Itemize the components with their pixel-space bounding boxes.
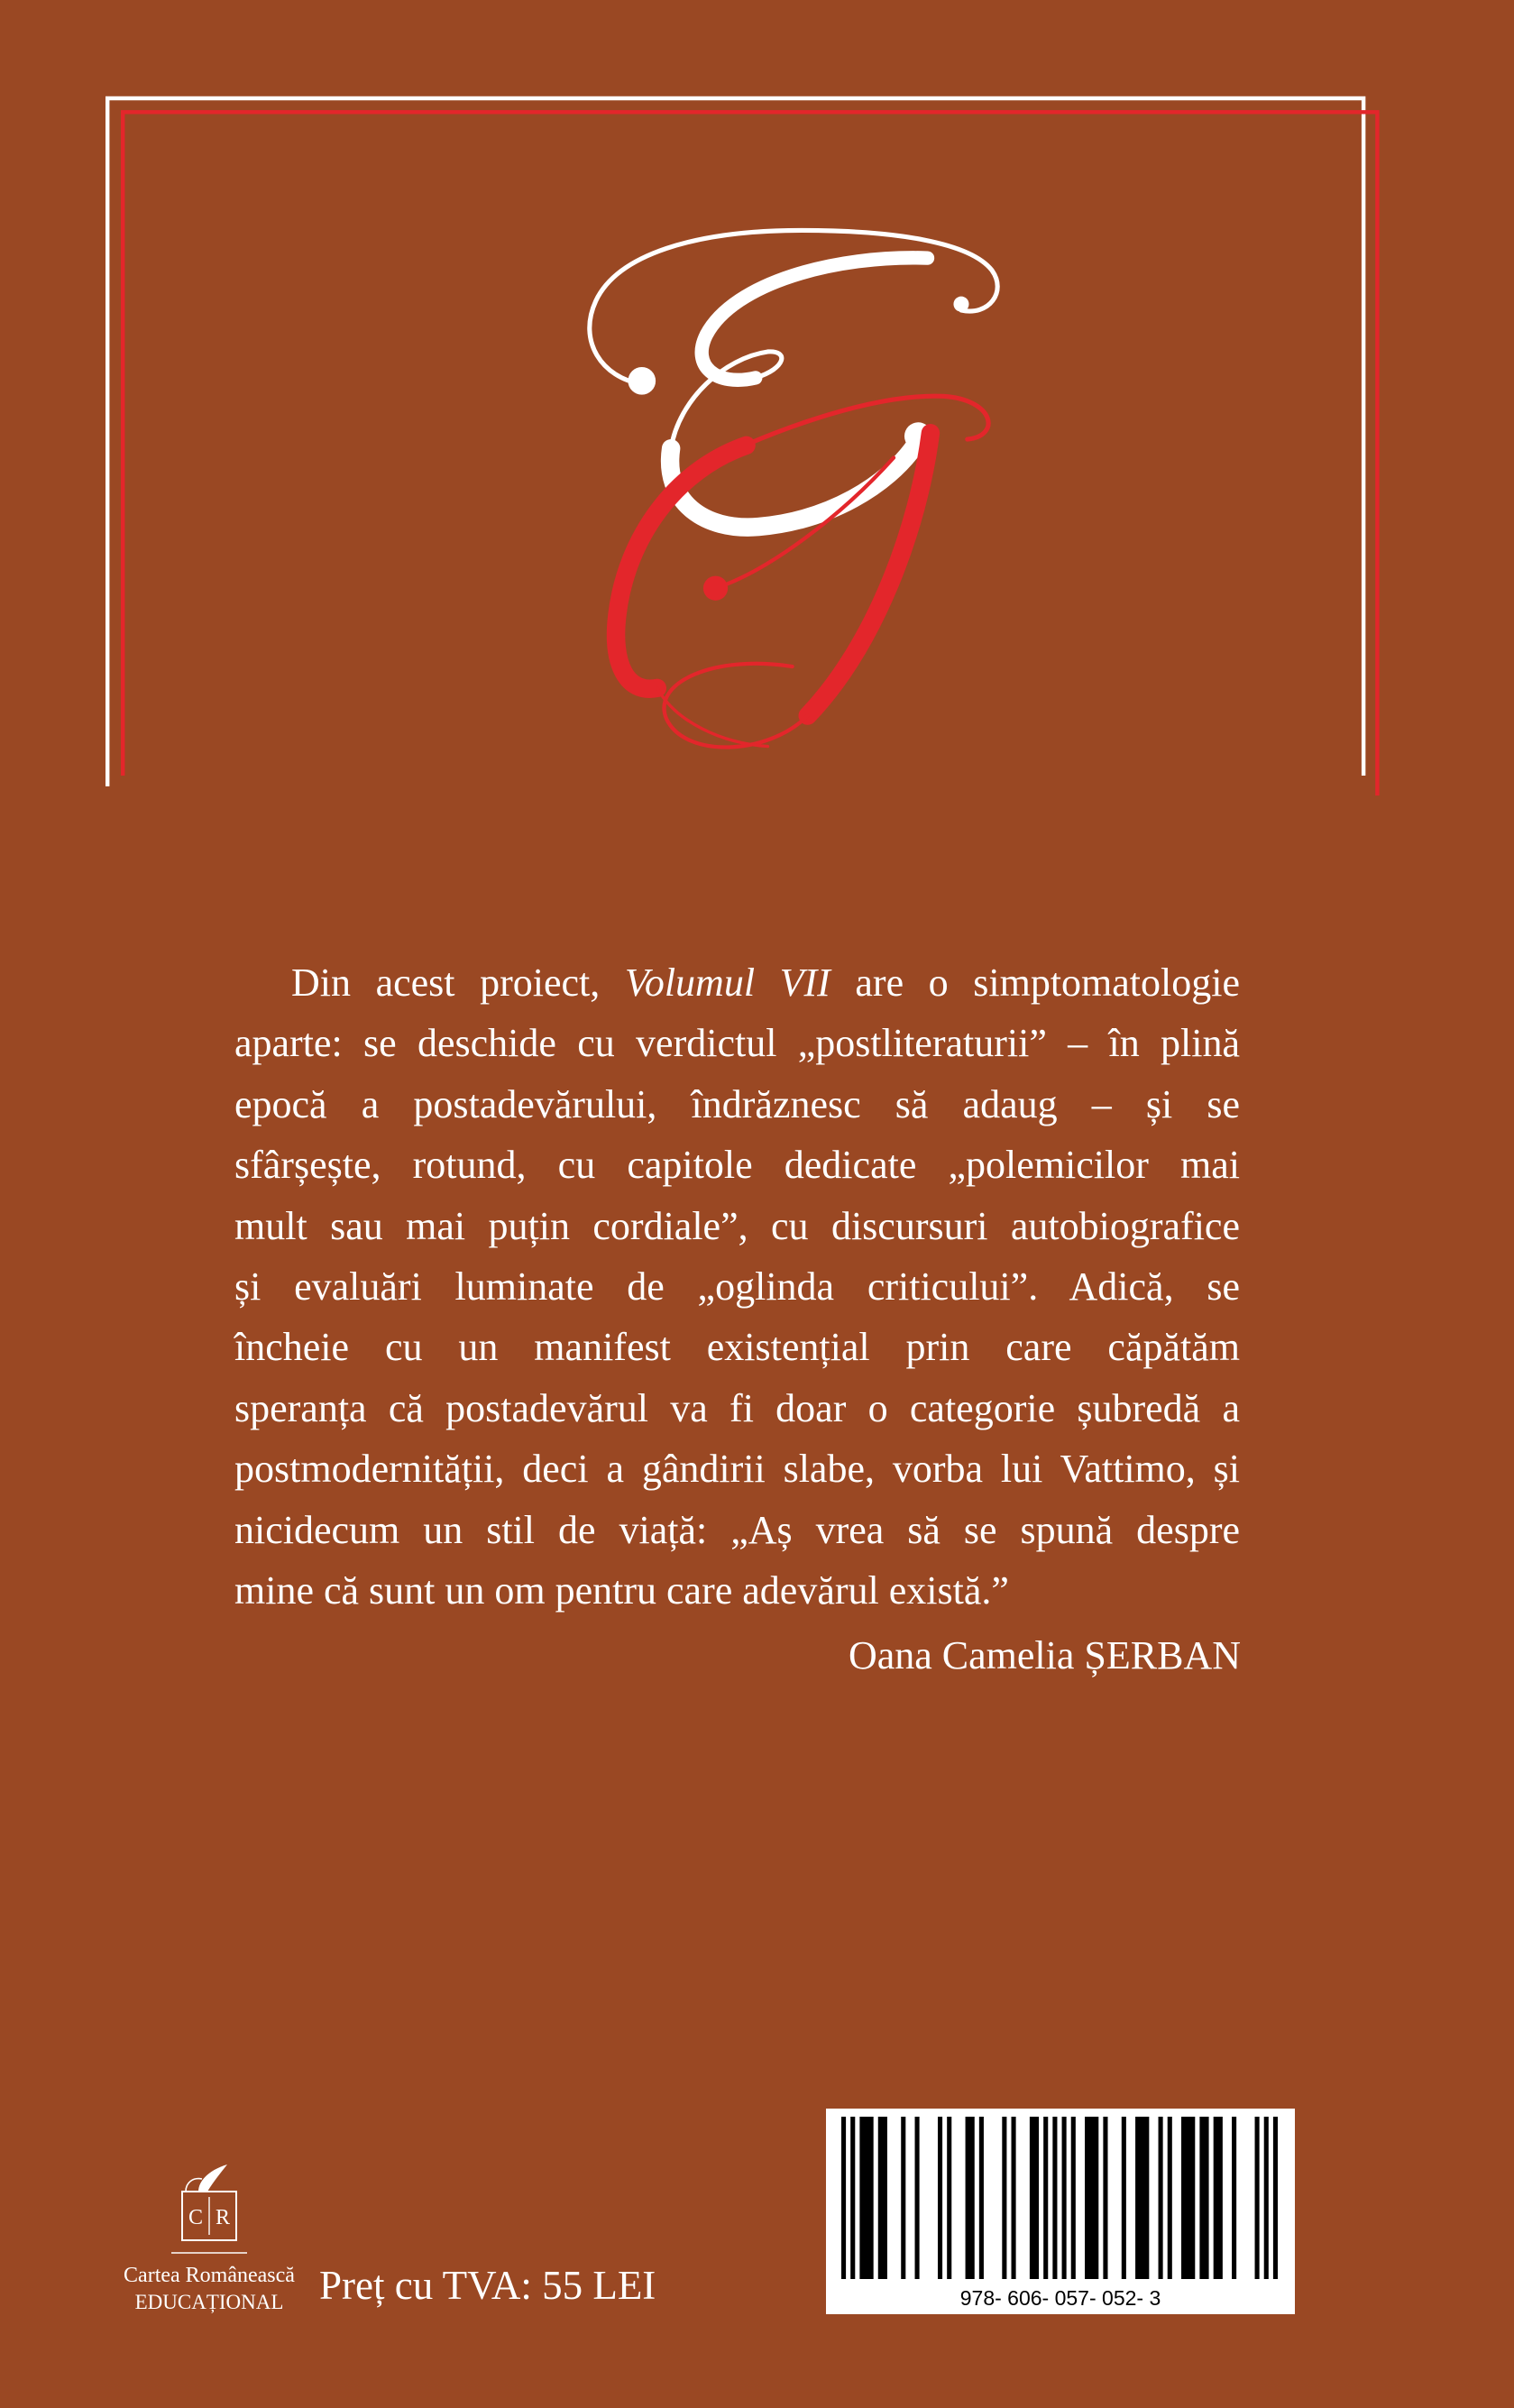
barcode-bar: [1103, 2117, 1107, 2279]
publisher-name-block: [110, 2263, 308, 2315]
blurb-line: postmodernității, deci a gândirii slabe, vorba lui Vattimo, și: [234, 1447, 1240, 1492]
barcode-bar: [1214, 2117, 1223, 2279]
isbn-number: 978- 606- 057- 052- 3: [959, 2286, 1161, 2310]
barcode-bar: [859, 2117, 873, 2279]
blurb-line: speranța că postadevărul va fi doar o categorie șubredă a: [234, 1385, 1240, 1430]
price-label: Preț cu TVA: 55 LEI: [319, 2263, 656, 2308]
blurb-line: aparte: se deschide cu verdictul „postliteraturii” – în plină: [234, 1021, 1240, 1066]
quill-icon: [198, 2164, 227, 2192]
emblem-letter: C: [188, 2206, 204, 2229]
blurb-line: mult sau mai puțin cordiale”, cu discursuri autobiografice: [234, 1203, 1240, 1248]
barcode-bar: [901, 2117, 905, 2279]
barcode-bar: [1122, 2117, 1126, 2279]
barcode-bar: [1199, 2117, 1208, 2279]
barcode-bar: [1159, 2117, 1163, 2279]
barcode-bar: [1264, 2117, 1269, 2279]
frame-red-line: [123, 112, 1377, 795]
blurb-line: sfârșește, rotund, cu capitole dedicate „polemicilor mai: [234, 1143, 1240, 1188]
blurb-line: și evaluări luminate de „oglinda criticului”. Adică, se: [234, 1264, 1240, 1309]
barcode-bar: [979, 2117, 984, 2279]
publisher-name: Cartea Românească: [124, 2264, 295, 2287]
barcode-bar: [1135, 2117, 1149, 2279]
barcode-bar: [1168, 2117, 1172, 2279]
monogram-letter-e: [590, 230, 997, 527]
barcode-bar: [1043, 2117, 1048, 2279]
barcode-bars: [841, 2117, 1278, 2279]
barcode-bar: [1052, 2117, 1057, 2279]
frame-and-monogram: [0, 0, 1514, 812]
barcode-bar: [841, 2117, 846, 2279]
book-title-italic: Volumul VII: [624, 960, 830, 1005]
barcode-bar: [1255, 2117, 1260, 2279]
barcode-bar: [947, 2117, 951, 2279]
barcode-bar: [1012, 2117, 1016, 2279]
barcode-bar: [966, 2117, 975, 2279]
barcode-bar: [938, 2117, 942, 2279]
blurb-line: epocă a postadevărului, îndrăznesc să adaug – și se: [234, 1081, 1240, 1126]
barcode-bar: [878, 2117, 887, 2279]
blurb-line: nicidecum un stil de viață: „Aș vrea să se spună despre: [234, 1507, 1240, 1552]
barcode-bar: [850, 2117, 855, 2279]
barcode-bar: [1273, 2117, 1278, 2279]
barcode-bar: [1181, 2117, 1195, 2279]
blurb-paragraph: [234, 952, 1240, 1621]
barcode-bar: [1085, 2117, 1098, 2279]
barcode-bar: [1062, 2117, 1067, 2279]
barcode-bar: [1030, 2117, 1039, 2279]
blurb-line: mine că sunt un om pentru care adevărul există.”: [234, 1567, 1009, 1613]
barcode-bar: [1002, 2117, 1006, 2279]
isbn-barcode: [826, 2109, 1295, 2314]
blurb-line: [234, 952, 1240, 1013]
barcode-bar: [1071, 2117, 1076, 2279]
blurb-line: încheie cu un manifest existențial prin care căpătăm: [234, 1325, 1240, 1370]
blurb-text: Din acest proiect,: [291, 960, 625, 1005]
blurb-text: are o simptomatologie: [830, 960, 1240, 1005]
barcode-bar: [1232, 2117, 1236, 2279]
publisher-imprint: EDUCAȚIONAL: [134, 2291, 284, 2313]
blurb-author-signature: Oana Camelia ȘERBAN: [848, 1633, 1241, 1677]
emblem-letter: R: [215, 2206, 231, 2229]
publisher-emblem: [171, 2163, 247, 2256]
barcode-bar: [915, 2117, 920, 2279]
